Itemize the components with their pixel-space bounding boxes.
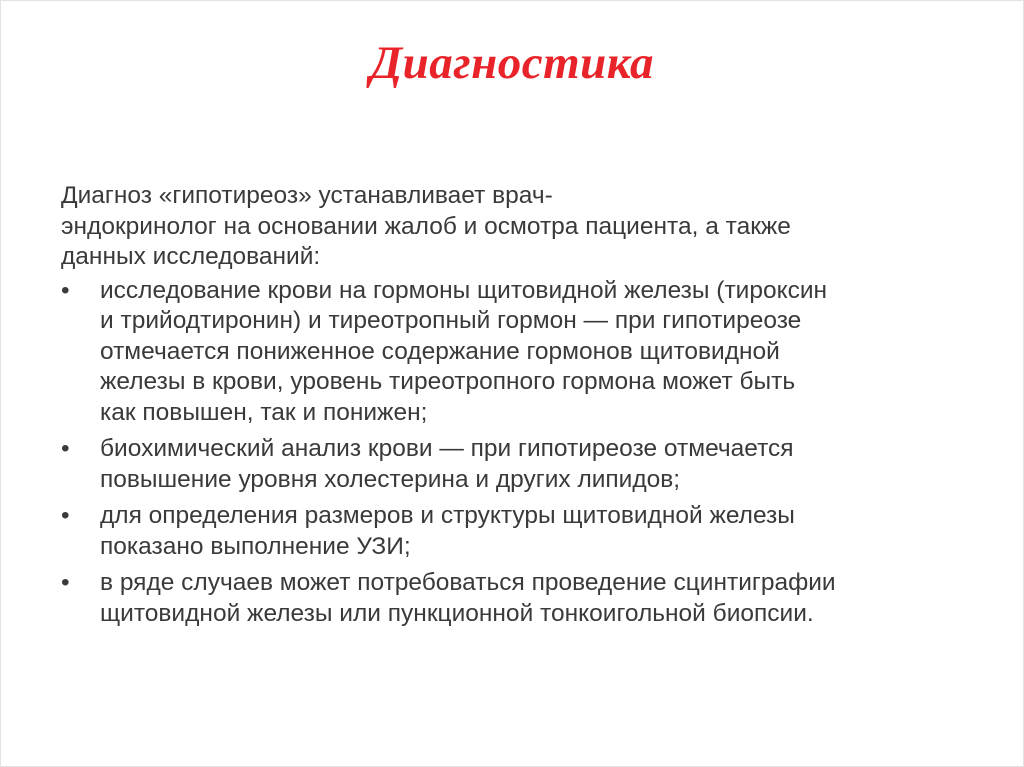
bullet-icon: • [61,569,70,596]
bullet-line: железы в крови, уровень тиреотропного гормона может быть [100,368,796,395]
bullet-line: в ряде случаев может потребоваться проведение сцинтиграфии [100,569,836,596]
bullet-list [61,276,976,630]
bullet-line: исследование крови на гормоны щитовидной железы (тироксин [100,276,828,304]
bullet-line: показано выполнение УЗИ; [100,532,411,560]
bullet-icon: • [61,502,70,529]
bullet-icon: • [61,435,70,462]
bullet-line: повышение уровня холестерина и других липидов; [100,465,681,493]
bullet-line: отмечается пониженное содержание гормонов щитовидной [100,337,780,365]
slide-title: Диагностика [370,37,654,89]
bullet-item-scintigraphy [61,568,976,629]
bullet-line: и трийодтиронин) и тиреотропный гормон — при гипотиреозе [100,307,802,334]
intro-line: Диагноз «гипотиреоз» устанавливает врач- [61,182,553,209]
bullet-line: как повышен, так и понижен; [100,398,428,426]
bullet-item-blood-hormones [61,276,976,429]
bullet-line: щитовидной железы или пункционной тонкоигольной биопсии. [100,599,814,627]
bullet-icon: • [61,276,70,304]
intro-paragraph [61,181,976,273]
bullet-line: для определения размеров и структуры щитовидной железы [100,502,795,529]
bullet-item-biochemistry [61,434,976,495]
intro-line: эндокринолог на основании жалоб и осмотра пациента, а также [61,212,791,240]
bullet-item-ultrasound [61,501,976,562]
bullet-line: биохимический анализ крови — при гипотиреозе отмечается [100,435,794,462]
intro-line: данных исследований: [61,243,321,270]
slide-content [61,181,976,635]
